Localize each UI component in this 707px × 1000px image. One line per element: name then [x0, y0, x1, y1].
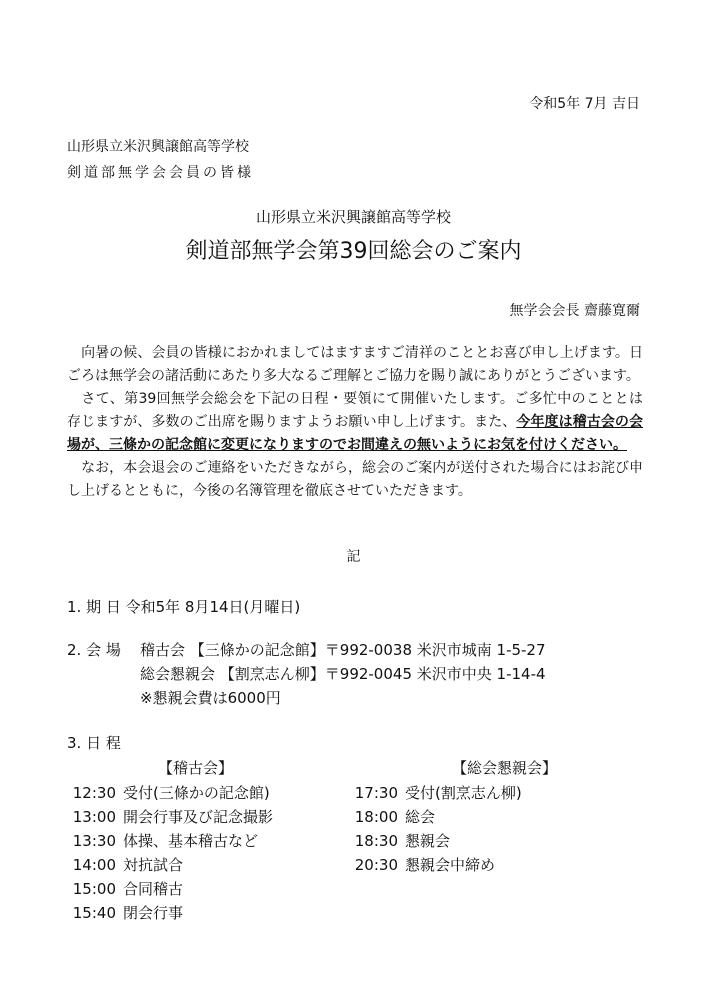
schedule-label: 3. 日 程: [67, 734, 121, 752]
venue-label: 2. 会 場: [67, 641, 121, 659]
ki-heading: 記: [346, 549, 361, 565]
konshin-event: 懇親会中締め: [405, 856, 496, 874]
keiko-time: 14:00: [72, 856, 116, 874]
keiko-event: 体操、基本稽古など: [123, 832, 259, 850]
konshin-header: 【総会懇親会】: [452, 759, 558, 777]
keiko-row: [60, 854, 183, 875]
schedule-date: 1. 期 日 令和5年 8月14日(月曜日): [67, 598, 301, 616]
organization-name: 山形県立米沢興譲館高等学校: [255, 208, 451, 226]
keiko-time: 13:30: [72, 832, 116, 850]
konshin-event: 総会: [405, 808, 436, 826]
keiko-event: 閉会行事: [123, 904, 184, 922]
keiko-event: 受付(三條かの記念館): [123, 784, 270, 802]
venue-konshin: 総会懇親会 【割烹志ん柳】〒992-0045 米沢市中央 1-14-4: [140, 665, 546, 683]
konshin-event: 懇親会: [405, 832, 451, 850]
keiko-row: [60, 830, 258, 851]
venue-change-notice: 今年度は稽古会の会場が、三條かの記念館に変更になりますのでお間違えの無いようにお気を付けください。: [67, 414, 643, 453]
recipient-members: 剣道部無学会会員の皆様: [67, 165, 254, 181]
keiko-time: 12:30: [72, 784, 116, 802]
body-paragraph-3: [67, 457, 643, 503]
body-paragraph-1: [67, 342, 643, 388]
venue-keiko: 稽古会 【三條かの記念館】〒992-0038 米沢市城南 1-5-27: [140, 641, 546, 659]
konshin-time: 18:30: [354, 832, 398, 850]
konshin-time: 20:30: [354, 856, 398, 874]
keiko-time: 13:00: [72, 808, 116, 826]
body-paragraph-2-text: さて、第39回無学会総会を下記の日程・要領にて開催いたします。ご多忙中のこととは存じますが、多数のご出席を賜りますようお願い申し上げます。また、: [67, 391, 644, 430]
konshin-time: 18:00: [354, 808, 398, 826]
sender-name: 無学会会長 齋藤寛爾: [509, 303, 640, 319]
keiko-row: [60, 782, 270, 803]
fee-note: ※懇親会費は6000円: [140, 689, 281, 707]
keiko-event: 対抗試合: [123, 856, 184, 874]
keiko-row: [60, 806, 273, 827]
keiko-time: 15:00: [72, 880, 116, 898]
page-title: 剣道部無学会第39回総会のご案内: [185, 239, 522, 264]
konshin-row: [342, 806, 435, 827]
konshin-row: [342, 782, 522, 803]
document-date: 令和5年 7月 吉日: [529, 96, 640, 112]
keiko-time: 15:40: [72, 904, 116, 922]
keiko-row: [60, 878, 183, 899]
konshin-time: 17:30: [354, 784, 398, 802]
body-paragraph-1-text: 向暑の候、会員の皆様におかれましてはますますご清祥のこととお喜び申し上げます。日ごろは無学会の諸活動にあたり多大なるご理解とご協力を賜り誠にありがとうございます。: [67, 345, 643, 384]
body-paragraph-3-text: なお，本会退会のご連絡をいただきながら，総会のご案内が送付された場合にはお詫び申し上げるとともに，今後の名簿管理を徹底させていただきます。: [67, 460, 644, 499]
keiko-event: 開会行事及び記念撮影: [123, 808, 274, 826]
konshin-event: 受付(割烹志ん柳): [405, 784, 522, 802]
keiko-row: [60, 902, 183, 923]
konshin-row: [342, 854, 495, 875]
keiko-event: 合同稽古: [123, 880, 184, 898]
body-paragraph-2: [67, 388, 643, 457]
recipient-school: 山形県立米沢興譲館高等学校: [67, 139, 249, 155]
konshin-row: [342, 830, 450, 851]
keiko-header: 【稽古会】: [158, 759, 234, 777]
